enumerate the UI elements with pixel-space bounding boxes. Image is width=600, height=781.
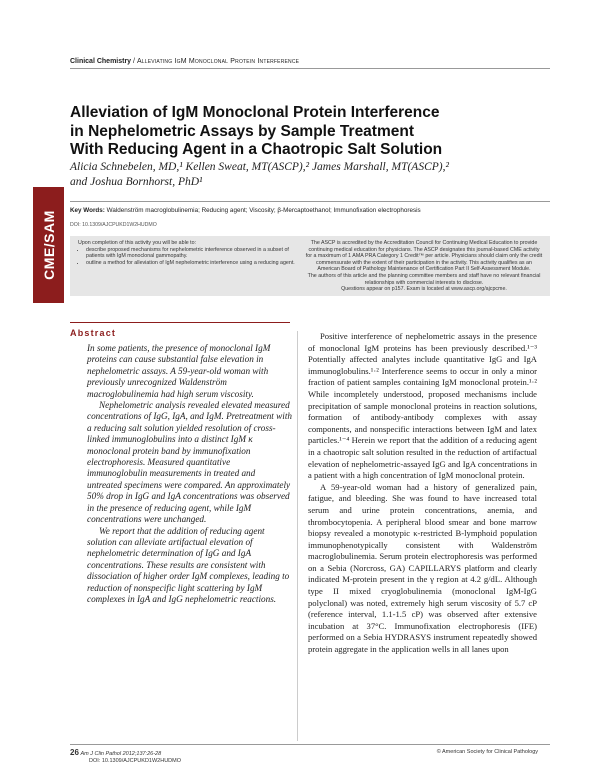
abstract-body <box>87 343 292 605</box>
page-number: 26 <box>70 748 79 757</box>
footer-copyright: © American Society for Clinical Pathology <box>436 749 538 755</box>
exam-location: Questions appear on p157. Exam is located at www.ascp.org/ajcpcme. <box>341 286 507 293</box>
abstract-heading: Abstract <box>70 328 117 338</box>
title-line: in Nephelometric Assays by Sample Treatment <box>70 122 414 140</box>
header-separator: / <box>133 58 135 65</box>
running-header <box>70 58 299 65</box>
abstract-rule <box>70 322 290 323</box>
objective-item: • outline a method for alleviation of IgM nephelometric interference using a reducing agent. <box>86 260 300 267</box>
footer-rule <box>70 744 550 745</box>
section-name: Clinical Chemistry <box>70 58 132 65</box>
body-paragraph: Positive interference of nephelometric assays in the presence of monoclonal IgM proteins has been previously described.¹⁻³ Potentially affected analytes include quantitative IgG and IgA immunoglobulins.¹·² Interference seems to occur in only a minor fraction of patient samples containing IgM monoclonal protein.¹·² While incompletely understood, proposed mechanisms include precipitation of sample monoclonal proteins in reaction solutions, formation of antibody-antibody complexes with assay components, and nonspecific interactions between IgM and latex particles.¹⁻⁴ Herein we report that the addition of a reducing agent in a chaotropic salt solution resulted in the reduction of artifactual elevation of nephelometric-assayed IgG and IgA concentrations in a patient with a high concentration of IgM monoclonal protein. <box>308 331 537 481</box>
keywords-text: Waldenström macroglobulinemia; Reducing agent; Viscosity; β-Mercaptoethanol; Immunofixation electrophoresis <box>106 207 421 214</box>
objective-item: • describe proposed mechanisms for nephelometric interference observed in a subset of patients with IgM monoclonal gammopathy. <box>86 247 300 260</box>
article-title <box>70 104 530 160</box>
author-line: Alicia Schnebelen, MD,¹ Kellen Sweat, MT(ASCP),² James Marshall, MT(ASCP),² <box>70 161 449 173</box>
abstract-paragraph: We report that the addition of reducing agent solution can alleviate artifactual elevation of nephelometric determination of IgG and IgA concentrations. These results are consistent with dissociation of higher order IgM complexes, leading to reduction of nonspecific light scattering by IgM complexes in IgA and IgG nephelometric reactions. <box>87 525 290 604</box>
author-list <box>70 160 540 190</box>
column-divider <box>297 331 298 741</box>
author-line: and Joshua Bornhorst, PhD¹ <box>70 176 203 188</box>
footer-left <box>70 748 161 757</box>
keywords-label: Key Words: <box>70 207 105 214</box>
learning-objectives <box>78 240 300 266</box>
keywords-rule-top <box>70 201 550 202</box>
running-title: Alleviating IgM Monoclonal Protein Interference <box>136 58 300 65</box>
objectives-list <box>78 247 300 267</box>
objectives-intro: Upon completion of this activity you will be able to: <box>78 240 197 246</box>
body-paragraph: A 59-year-old woman had a history of generalized pain, fatigue, and bleeding. She was found to have increased total serum and urine protein concentrations, anemia, and thrombocytopenia. A peripheral blood smear and bone marrow biopsy revealed a monotypic κ-restricted B-lymphoid population immunophenotypically consistent with Waldenström macroglobulinemia. Serum protein electrophoresis was performed on a Sebia (Norcross, GA) CAPILLARYS platform and clearly indicated M-protein present in the γ region at 4.2 g/dL. Although type II mixed cryoglobulinemia (monoclonal IgM-IgG polyclonal) was noted, extremely high serum viscosity of 5.7 cP (reference interval, 1.1-1.5 cP) was observed after extensive incubation at 37°C. Immunofixation electrophoresis (IFE) performed on a Sebia HYDRASYS instrument repeatedly showed protein aggregate in the application wells in all lanes upon <box>308 481 537 655</box>
body-text <box>308 331 537 656</box>
footer-doi: DOI: 10.1309/AJCPUKD1W2HUDMO <box>89 758 181 764</box>
disclosure-paragraph: The authors of this article and the planning committee members and staff have no relevant financial relationships with commercial interests to disclose. <box>307 272 541 286</box>
accreditation-statement <box>305 240 543 293</box>
sidebar-label: CME/SAM <box>40 210 57 280</box>
cme-sam-label <box>33 187 64 303</box>
abstract-paragraph: Nephelometric analysis revealed elevated measured concentrations of IgG, IgA, and IgM. Pretreatment with a reducing salt solution yielded resolution of cross-linked immunoglobulins into a distinct IgM κ monoclonal protein band by immunofixation electrophoresis. Measured quantitative immunoglobulin measurements in treated and untreated specimens were compared. An approximately 50% drop in IgG and IgA concentrations was observed in the presence of reducing agent, while IgM concentrations were unchanged. <box>87 400 292 525</box>
accreditation-paragraph: The ASCP is accredited by the Accreditation Council for Continuing Medical Education to provide continuing medical education for physicians. The ASCP designates this journal-based CME activity for a maximum of 1 AMA PRA Category 1 Credit™ per article. Physicians should claim only the credit commensurate with the extent of their participation in the activity. This activity qualifies as an American Board of Pathology Maintenance of Certification Part II Self-Assessment Module. <box>305 240 543 273</box>
journal-citation: Am J Clin Pathol 2012;137:26-28 <box>80 751 162 757</box>
title-line: Alleviation of IgM Monoclonal Protein Interference <box>70 104 440 121</box>
keywords <box>70 207 550 214</box>
title-line: With Reducing Agent in a Chaotropic Salt Solution <box>70 141 443 158</box>
doi-line: DOI: 10.1309/AJCPUKD1W2HUDMO <box>70 222 157 228</box>
abstract-paragraph: In some patients, the presence of monoclonal IgM proteins can cause substantial false elevation in nephelometric assays. A 59-year-old woman with previously unrecognized Waldenström macroglobulinemia had high serum viscosity. <box>87 343 271 399</box>
header-rule <box>70 68 550 69</box>
